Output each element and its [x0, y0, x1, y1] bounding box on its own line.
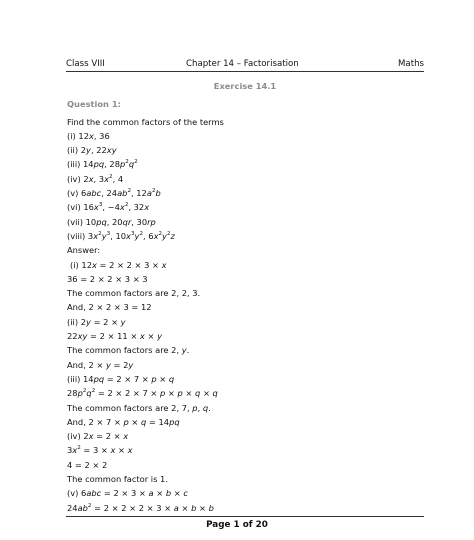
exercise-title: Exercise 14.1: [213, 81, 277, 91]
text-line: (v) 6abc, $24ab^2$, $12a^2b$: [67, 188, 161, 199]
text-line: Answer:: [67, 245, 101, 256]
text-line: 36 = 2 × 2 × 3 × 3: [67, 273, 148, 284]
header-subject: Maths: [398, 59, 424, 69]
text-line: The common factors are 2, y.: [67, 345, 190, 356]
text-line: (vi) $16x^3$, $-4x^2$, 32x: [67, 202, 150, 213]
text-line: (iii) 14pq, $28p^2q^2$: [67, 159, 138, 170]
page-content: [67, 79, 423, 515]
text-line: And, 2 × 7 × p × q = 14pq: [67, 416, 180, 427]
text-line: (i) 12x, 36: [67, 130, 110, 141]
header-chapter: Chapter 14 – Factorisation: [186, 59, 299, 69]
text-line: (v) 6abc = 2 × 3 × a × b × c: [67, 488, 188, 499]
header-rule: [66, 71, 424, 72]
text-line: 22xy = 2 × 11 × x × y: [67, 331, 162, 342]
page-number: Page 1 of 20: [206, 520, 268, 530]
text-line: And, 2 × 2 × 3 = 12: [67, 302, 152, 313]
text-line: (ii) 2y = 2 × y: [67, 316, 126, 327]
question-body: [67, 115, 423, 515]
question-title: Question 1:: [67, 99, 121, 110]
footer-rule: [66, 516, 424, 517]
text-line: (viii) $3x^2y^3$, $10x^3y^2$, $6x^2y^2z$: [67, 230, 175, 241]
text-line: (ii) 2y, 22xy: [67, 145, 117, 156]
text-line: The common factors are 2, 7, p, q.: [67, 402, 211, 413]
text-line: $3x^2 = 3 \times x \times x$: [67, 445, 133, 456]
text-line: Find the common factors of the terms: [67, 116, 224, 127]
text-line: (iii) 14pq = 2 × 7 × p × q: [67, 373, 175, 384]
text-line: 4 = 2 × 2: [67, 459, 108, 470]
text-line: (iv) 2x, $3x^2$, 4: [67, 173, 124, 184]
text-line: (i) 12x = 2 × 2 × 3 × x: [70, 259, 167, 270]
text-line: (vii) 10pq, 20qr, 30rp: [67, 216, 156, 227]
text-line: $28p^2q^2 = 2 \times 2 \times 7 \times p \times p \times q \times q$: [67, 388, 218, 399]
text-line: The common factor is 1.: [67, 474, 168, 485]
text-line: (iv) 2x = 2 × x: [67, 431, 129, 442]
text-line: $24ab^2 = 2 \times 2 \times 2 \times 3 \times a \times b \times b$: [67, 502, 214, 513]
text-line: And, 2 × y = 2y: [67, 359, 134, 370]
text-line: The common factors are 2, 2, 3.: [67, 288, 201, 299]
header-class: Class VIII: [66, 59, 105, 69]
